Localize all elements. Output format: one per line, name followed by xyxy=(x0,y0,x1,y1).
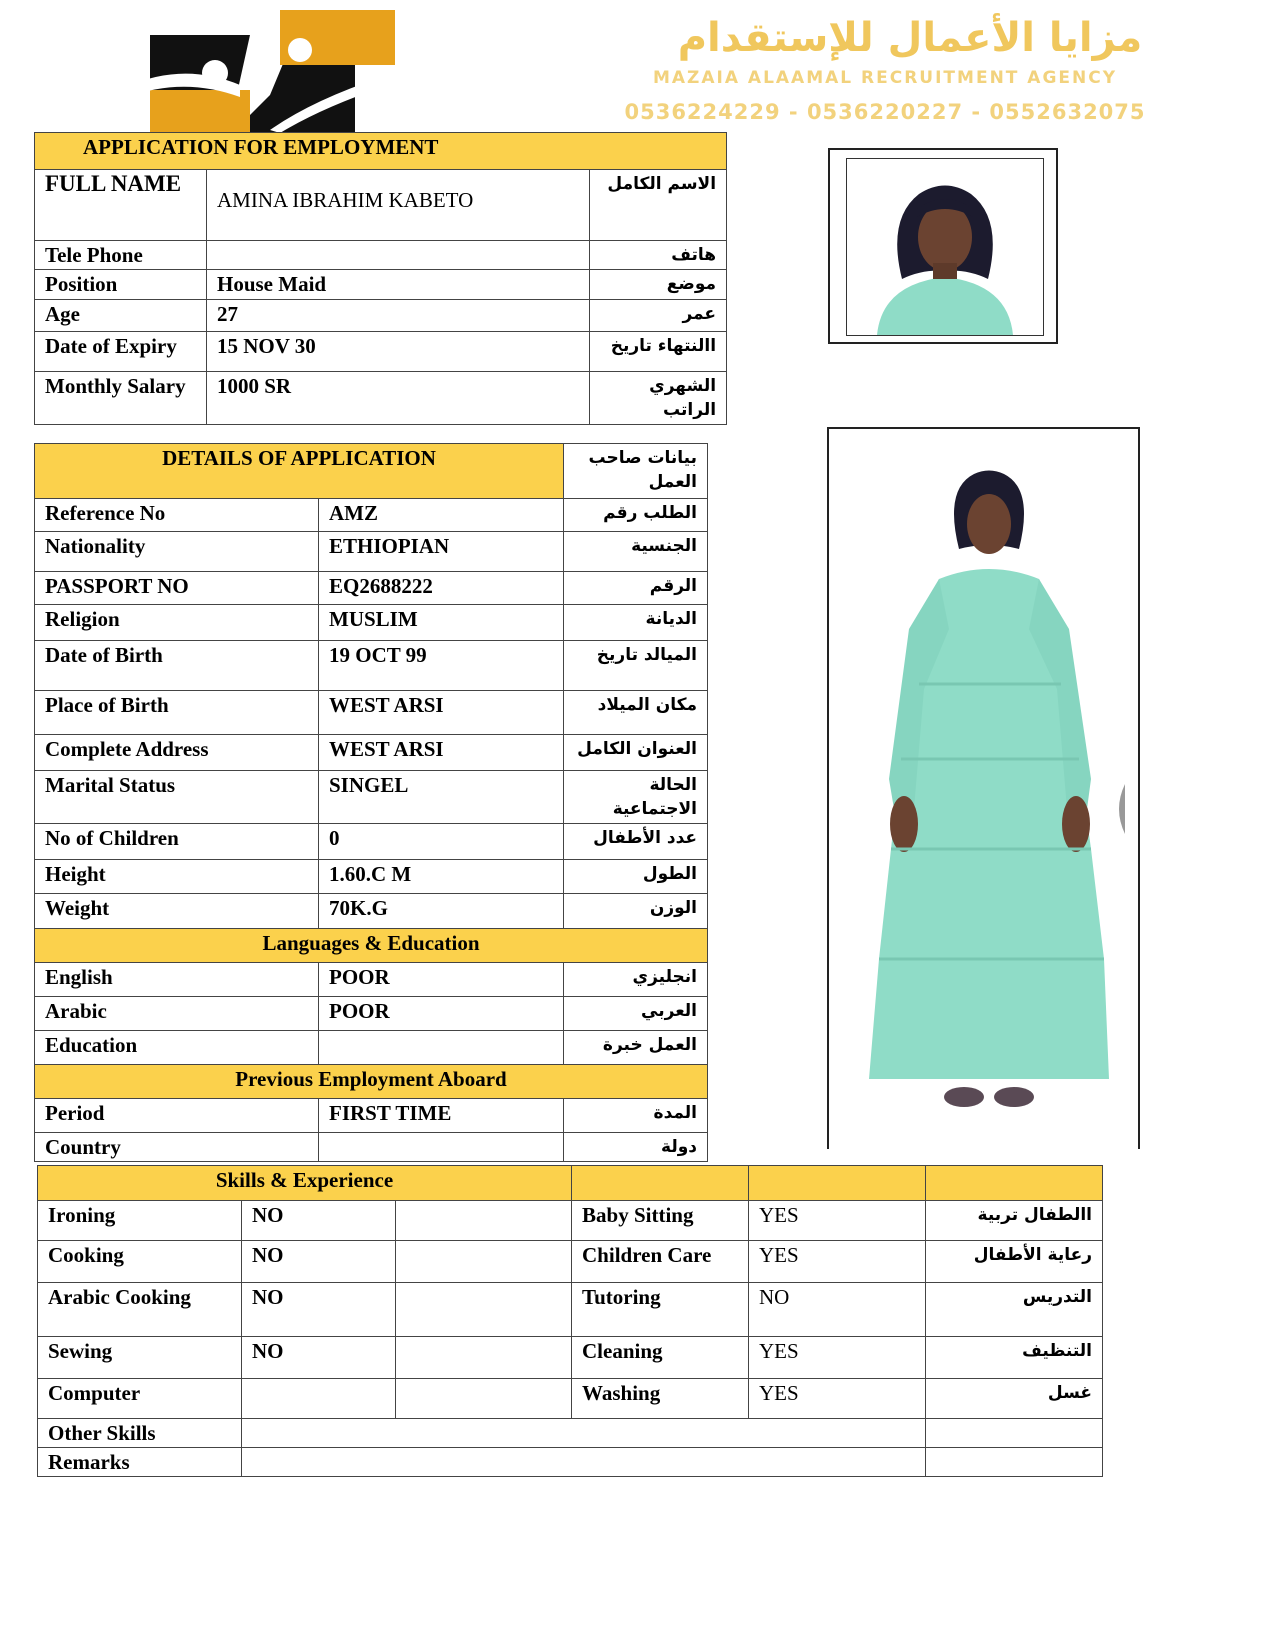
value-reference-no: AMZ xyxy=(319,499,564,532)
value-monthly-salary: 1000 SR xyxy=(207,372,590,425)
skill-blank xyxy=(396,1201,572,1241)
value-height: 1.60.C M xyxy=(319,860,564,894)
application-title: APPLICATION FOR EMPLOYMENT xyxy=(35,133,727,170)
skill-tutoring-value: NO xyxy=(749,1283,926,1337)
skill-washing-value: YES xyxy=(749,1379,926,1419)
label-passport-no: PASSPORT NO xyxy=(35,572,319,605)
label-position: Position xyxy=(35,270,207,300)
ar-arabic: العربي xyxy=(564,997,708,1031)
value-place-of-birth: WEST ARSI xyxy=(319,691,564,735)
remarks-value xyxy=(242,1448,926,1477)
value-religion: MUSLIM xyxy=(319,605,564,641)
label-weight: Weight xyxy=(35,894,319,929)
ar-nationality: الجنسية xyxy=(564,532,708,572)
ar-complete-address: العنوان الكامل xyxy=(564,735,708,771)
agency-phones: 0536224229 - 0536220227 - 0552632075 xyxy=(624,100,1146,124)
skill-baby-sitting-ar: االطفال تربية xyxy=(926,1201,1103,1241)
label-religion: Religion xyxy=(35,605,319,641)
value-passport-no: EQ2688222 xyxy=(319,572,564,605)
remarks-blank xyxy=(926,1448,1103,1477)
ar-position: موضع xyxy=(590,270,727,300)
skill-computer: Computer xyxy=(38,1379,242,1419)
other-skills-blank xyxy=(926,1419,1103,1448)
skills-header-blank-2 xyxy=(749,1166,926,1201)
ar-weight: الوزن xyxy=(564,894,708,929)
skill-children-care-ar: رعاية الأطفال xyxy=(926,1241,1103,1283)
languages-title: Languages & Education xyxy=(35,929,708,963)
ar-country: دولة xyxy=(564,1133,708,1162)
value-no-of-children: 0 xyxy=(319,824,564,860)
skill-blank xyxy=(396,1337,572,1379)
ar-reference-no: الطلب رقم xyxy=(564,499,708,532)
details-table xyxy=(34,443,708,1162)
ar-age: عمر xyxy=(590,300,727,332)
label-full-name: FULL NAME xyxy=(35,170,207,241)
details-title: DETAILS OF APPLICATION xyxy=(35,444,564,499)
ar-education: العمل خبرة xyxy=(564,1031,708,1065)
ar-full-name: الاسم الكامل xyxy=(590,170,727,241)
skill-blank xyxy=(396,1241,572,1283)
label-height: Height xyxy=(35,860,319,894)
skill-computer-value xyxy=(242,1379,396,1419)
application-table xyxy=(34,132,727,425)
skill-washing: Washing xyxy=(572,1379,749,1419)
value-period: FIRST TIME xyxy=(319,1099,564,1133)
ar-date-of-expiry: االنتهاء تاريخ xyxy=(590,332,727,372)
ar-height: الطول xyxy=(564,860,708,894)
skill-baby-sitting: Baby Sitting xyxy=(572,1201,749,1241)
value-arabic: POOR xyxy=(319,997,564,1031)
ar-religion: الديانة xyxy=(564,605,708,641)
agency-logo xyxy=(120,5,410,140)
skill-cleaning: Cleaning xyxy=(572,1337,749,1379)
skill-ironing: Ironing xyxy=(38,1201,242,1241)
agency-name-arabic: مزايا الأعمال للإستقدام xyxy=(677,15,1143,61)
skill-children-care: Children Care xyxy=(572,1241,749,1283)
label-period: Period xyxy=(35,1099,319,1133)
label-complete-address: Complete Address xyxy=(35,735,319,771)
ar-date-of-birth: الميالد تاريخ xyxy=(564,641,708,691)
label-country: Country xyxy=(35,1133,319,1162)
ar-place-of-birth: مكان الميلاد xyxy=(564,691,708,735)
skill-sewing: Sewing xyxy=(38,1337,242,1379)
other-skills-label: Other Skills xyxy=(38,1419,242,1448)
ar-marital-status: الحالة الاجتماعية xyxy=(564,771,708,824)
label-nationality: Nationality xyxy=(35,532,319,572)
skill-cleaning-ar: التنظيف xyxy=(926,1337,1103,1379)
value-weight: 70K.G xyxy=(319,894,564,929)
value-education xyxy=(319,1031,564,1065)
skill-ironing-value: NO xyxy=(242,1201,396,1241)
label-education: Education xyxy=(35,1031,319,1065)
label-telephone: Tele Phone xyxy=(35,241,207,270)
value-date-of-expiry: 15 NOV 30 xyxy=(207,332,590,372)
ar-no-of-children: عدد الأطفال xyxy=(564,824,708,860)
ar-monthly-salary: الشهري الراتب xyxy=(590,372,727,425)
label-reference-no: Reference No xyxy=(35,499,319,532)
agency-name-english: MAZAIA ALAAMAL RECRUITMENT AGENCY xyxy=(652,68,1118,88)
skill-cooking: Cooking xyxy=(38,1241,242,1283)
value-position: House Maid xyxy=(207,270,590,300)
label-date-of-expiry: Date of Expiry xyxy=(35,332,207,372)
value-complete-address: WEST ARSI xyxy=(319,735,564,771)
skill-blank xyxy=(396,1283,572,1337)
skills-header-blank-1 xyxy=(572,1166,749,1201)
value-english: POOR xyxy=(319,963,564,997)
previous-employment-title: Previous Employment Aboard xyxy=(35,1065,708,1099)
value-full-name: AMINA IBRAHIM KABETO xyxy=(207,170,590,241)
skills-header-blank-3 xyxy=(926,1166,1103,1201)
skill-tutoring: Tutoring xyxy=(572,1283,749,1337)
skill-washing-ar: غسل xyxy=(926,1379,1103,1419)
skill-arabic-cooking: Arabic Cooking xyxy=(38,1283,242,1337)
skill-arabic-cooking-value: NO xyxy=(242,1283,396,1337)
value-country xyxy=(319,1133,564,1162)
skills-table xyxy=(37,1165,1103,1477)
skill-baby-sitting-value: YES xyxy=(749,1201,926,1241)
skill-cleaning-value: YES xyxy=(749,1337,926,1379)
skills-title: Skills & Experience xyxy=(38,1166,572,1201)
remarks-label: Remarks xyxy=(38,1448,242,1477)
ar-english: انجليزي xyxy=(564,963,708,997)
value-age: 27 xyxy=(207,300,590,332)
ar-passport-no: الرقم xyxy=(564,572,708,605)
label-marital-status: Marital Status xyxy=(35,771,319,824)
label-english: English xyxy=(35,963,319,997)
value-nationality: ETHIOPIAN xyxy=(319,532,564,572)
value-marital-status: SINGEL xyxy=(319,771,564,824)
details-title-arabic: بيانات صاحب العمل xyxy=(564,444,708,499)
label-no-of-children: No of Children xyxy=(35,824,319,860)
label-date-of-birth: Date of Birth xyxy=(35,641,319,691)
other-skills-value xyxy=(242,1419,926,1448)
skill-blank xyxy=(396,1379,572,1419)
skill-tutoring-ar: التدريس xyxy=(926,1283,1103,1337)
label-arabic: Arabic xyxy=(35,997,319,1031)
full-body-photo xyxy=(827,427,1140,1149)
skill-sewing-value: NO xyxy=(242,1337,396,1379)
label-monthly-salary: Monthly Salary xyxy=(35,372,207,425)
ar-period: المدة xyxy=(564,1099,708,1133)
portrait-photo xyxy=(828,148,1058,344)
ar-telephone: هاتف xyxy=(590,241,727,270)
value-date-of-birth: 19 OCT 99 xyxy=(319,641,564,691)
label-place-of-birth: Place of Birth xyxy=(35,691,319,735)
value-telephone xyxy=(207,241,590,270)
skill-cooking-value: NO xyxy=(242,1241,396,1283)
skill-children-care-value: YES xyxy=(749,1241,926,1283)
label-age: Age xyxy=(35,300,207,332)
